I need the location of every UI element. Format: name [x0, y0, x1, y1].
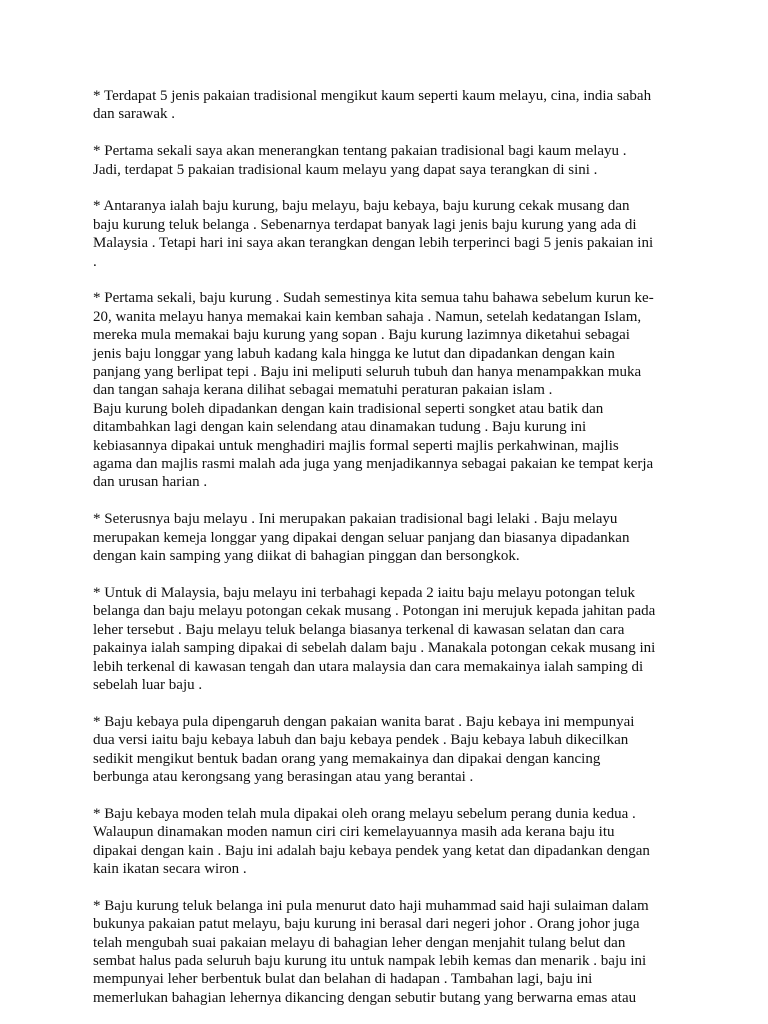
text-line: bukunya pakaian patut melayu, baju kurung ini berasal dari negeri johor . Orang johor juga: [93, 916, 640, 933]
text-line: telah mengubah suai pakaian melayu di bahagian leher dengan menjahit tulang belut dan: [93, 934, 626, 951]
text-line: sebelah luar baju .: [93, 676, 203, 693]
text-line: * Terdapat 5 jenis pakaian tradisional mengikut kaum seperti kaum melayu, cina, india sabah: [93, 88, 652, 104]
text-line: kain ikatan secara wiron .: [93, 860, 247, 877]
text-line: dan urusan harian .: [93, 474, 208, 491]
text-line: jenis baju longgar yang labuh kadang kala hingga ke lutut dan dipadankan dengan kain: [93, 345, 615, 362]
text-line: baju kurung teluk belanga . Sebenarnya terdapat banyak lagi jenis baju kurung yang ada di: [93, 216, 637, 233]
text-line: Walaupun dinamakan moden namun ciri ciri kemelayuannya masih ada kerana baju itu: [93, 824, 615, 841]
text-line: leher tersebut . Baju melayu teluk belanga biasanya terkenal di kawasan selatan dan cara: [93, 621, 625, 638]
document-page: [93, 87, 678, 1007]
paragraph-baju-melayu-variants: [93, 584, 678, 694]
text-line: lebih terkenal di kawasan tengah dan utara malaysia dan cara memakainya ialah samping di: [93, 658, 644, 675]
paragraph-intro: [93, 87, 678, 124]
text-line: dan tangan sahaja kerana dilihat sebagai mematuhi peraturan pakaian islam .: [93, 382, 553, 399]
text-line: Malaysia . Tetapi hari ini saya akan terangkan dengan lebih terperinci bagi 5 jenis pakaian ini: [93, 235, 654, 252]
text-line: memerlukan bahagian lehernya dikancing dengan sebutir butang yang berwarna emas atau: [93, 989, 637, 1006]
paragraph-baju-kebaya: [93, 713, 678, 787]
text-line: * Antaranya ialah baju kurung, baju melayu, baju kebaya, baju kurung cekak musang dan: [93, 198, 630, 215]
text-line: * Pertama sekali, baju kurung . Sudah semestinya kita semua tahu bahawa sebelum kurun ke-: [93, 290, 654, 307]
text-line: belanga dan baju melayu potongan cekak musang . Potongan ini merujuk kepada jahitan pada: [93, 603, 656, 620]
text-line: * Baju kurung teluk belanga ini pula menurut dato haji muhammad said haji sulaiman dalam: [93, 897, 649, 914]
text-line: sembat halus pada seluruh baju kurung itu untuk nampak lebih kemas dan menarik . baju ini: [93, 952, 647, 969]
text-line: Jadi, terdapat 5 pakaian tradisional kaum melayu yang dapat saya terangkan di sini .: [93, 161, 598, 178]
text-line: mempunyai leher berbentuk bulat dan belahan di hadapan . Tambahan lagi, baju ini: [93, 971, 593, 988]
text-line: panjang yang berlipat tepi . Baju ini meliputi seluruh tubuh dan hanya menampakkan muka: [93, 364, 642, 381]
text-line: ditambahkan lagi dengan kain selendang atau dinamakan tudung . Baju kurung ini: [93, 419, 587, 436]
text-line: .: [93, 253, 97, 270]
paragraph-baju-kebaya-moden: [93, 805, 678, 879]
paragraph-baju-kurung-teluk-belanga: [93, 897, 678, 1007]
text-line: dengan kain samping yang diikat di bahagian pinggan dan bersongkok.: [93, 548, 520, 565]
text-line: dan sarawak .: [93, 106, 176, 123]
text-line: * Untuk di Malaysia, baju melayu ini terbahagi kepada 2 iaitu baju melayu potongan teluk: [93, 584, 635, 601]
text-line: merupakan kemeja longgar yang dipakai dengan seluar panjang dan biasanya dipadankan: [93, 529, 630, 546]
text-line: 20, wanita melayu hanya memakai kain kemban sahaja . Namun, setelah kedatangan Islam,: [93, 308, 642, 325]
text-line: agama dan majlis rasmi malah ada juga yang menjadikannya sebagai pakaian ke tempat kerja: [93, 456, 654, 473]
text-line: * Baju kebaya moden telah mula dipakai oleh orang melayu sebelum perang dunia kedua .: [93, 805, 636, 822]
text-line: berbunga atau kerongsang yang berasingan atau yang berantai .: [93, 768, 474, 785]
text-line: sedikit mengikut bentuk badan orang yang memakainya dan dipakai dengan kancing: [93, 750, 601, 767]
text-line: pakainya ialah samping dipakai di sebelah dalam baju . Manakala potongan cekak musang ini: [93, 640, 656, 657]
text-line: kebiasannya dipakai untuk menghadiri majlis formal seperti majlis perkahwinan, majlis: [93, 437, 619, 454]
text-line: Baju kurung boleh dipadankan dengan kain tradisional seperti songket atau batik dan: [93, 400, 604, 417]
paragraph-list-of-types: [93, 197, 678, 271]
text-line: * Baju kebaya pula dipengaruh dengan pakaian wanita barat . Baju kebaya ini mempunyai: [93, 713, 635, 730]
text-line: dipakai dengan kain . Baju ini adalah baju kebaya pendek yang ketat dan dipadankan dengan: [93, 842, 650, 859]
text-line: * Pertama sekali saya akan menerangkan tentang pakaian tradisional bagi kaum melayu .: [93, 143, 627, 160]
paragraph-first-explanation: [93, 142, 678, 179]
paragraph-baju-melayu: [93, 510, 678, 565]
text-line: dua versi iaitu baju kebaya labuh dan baju kebaya pendek . Baju kebaya labuh dikecilkan: [93, 732, 629, 749]
text-line: * Seterusnya baju melayu . Ini merupakan pakaian tradisional bagi lelaki . Baju melayu: [93, 511, 618, 528]
text-line: mereka mula memakai baju kurung yang sopan . Baju kurung lazimnya diketahui sebagai: [93, 327, 630, 344]
paragraph-baju-kurung: [93, 289, 678, 491]
